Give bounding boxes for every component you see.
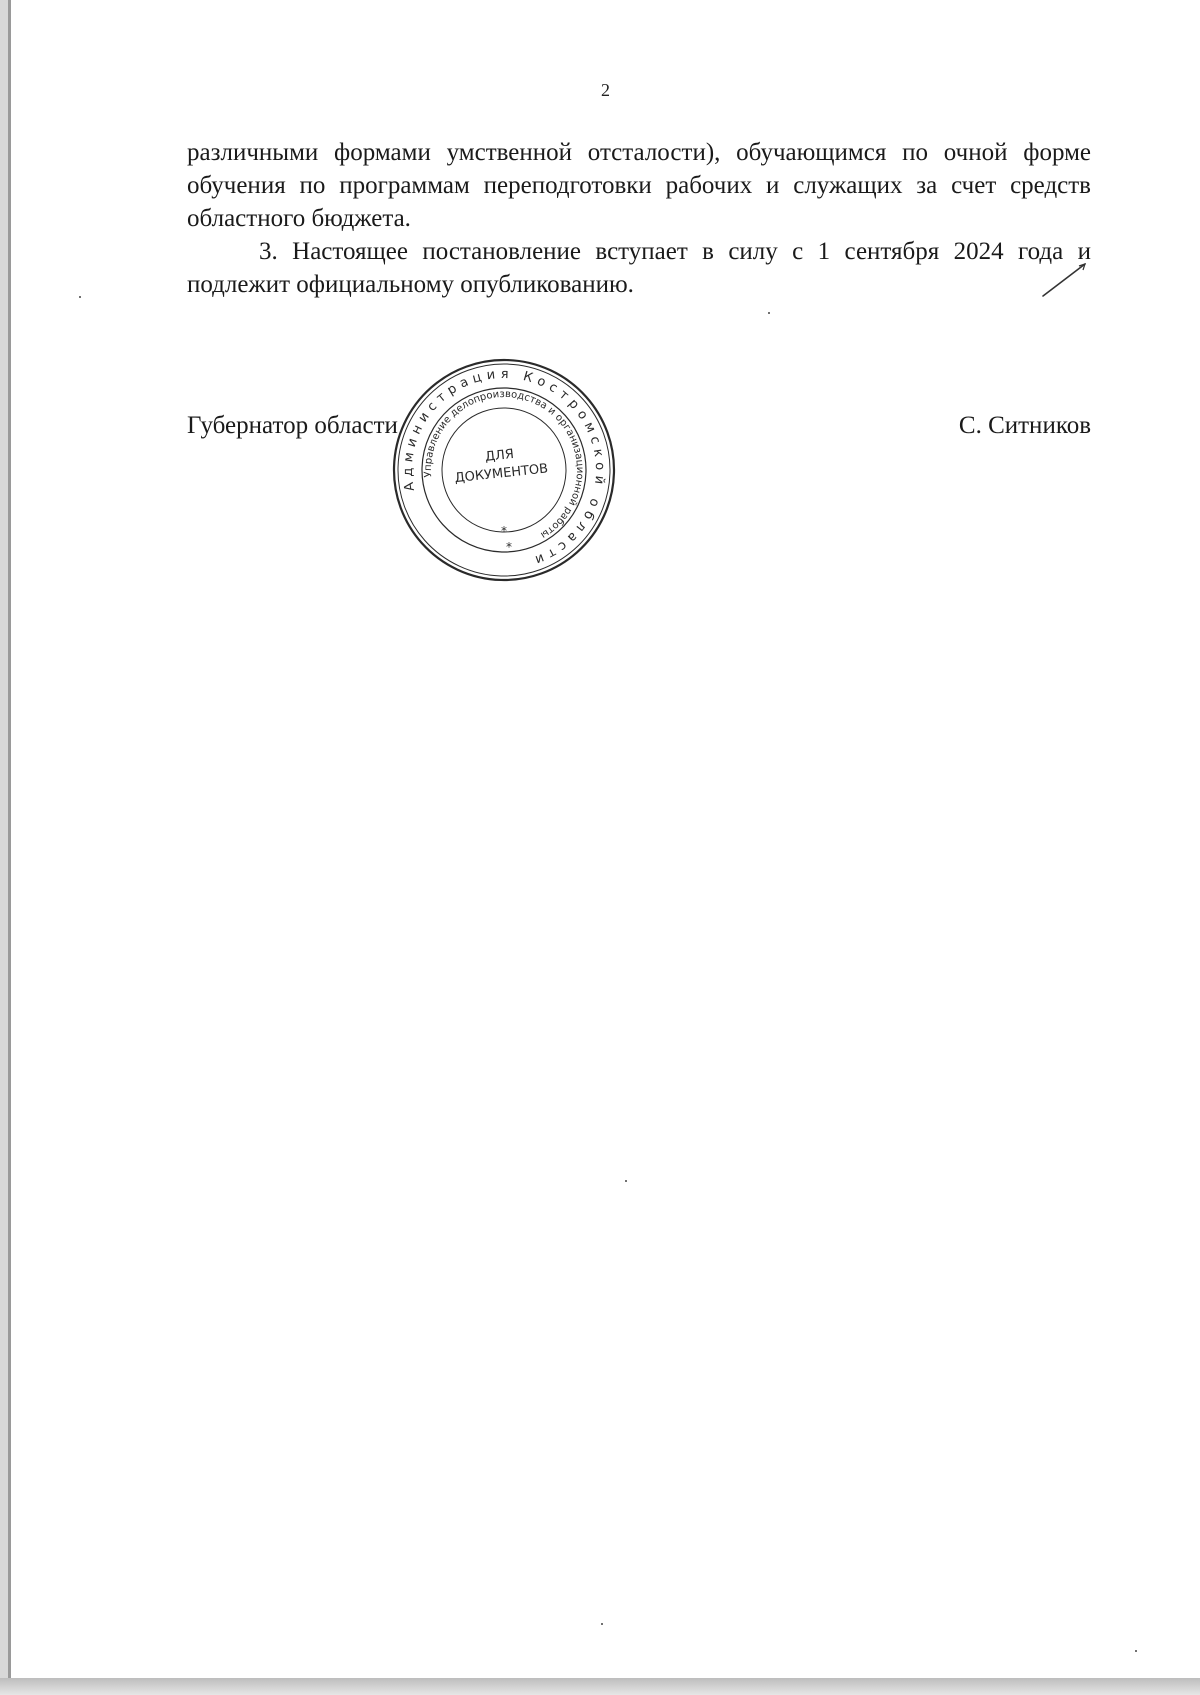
signer-name: С. Ситников xyxy=(958,412,1091,439)
paragraph-continuation: различными формами умственной отсталости), обучающимся по очной форме обучения по программам переподготовки рабочих и служащих за счет средств областного бюджета. xyxy=(187,139,1091,232)
stamp-outer-text: Администрация Костромской области xyxy=(400,366,608,569)
scan-speck xyxy=(601,1623,603,1625)
document-page xyxy=(8,0,1200,1678)
scan-speck xyxy=(625,1180,627,1182)
scan-bottom-edge xyxy=(0,1678,1200,1695)
official-seal-stamp xyxy=(389,355,619,585)
stamp-star-icon: * xyxy=(501,524,507,538)
scan-speck xyxy=(1135,1650,1137,1652)
signer-title: Губернатор области xyxy=(187,412,398,439)
stamp-inner-text: Управление делопроизводства и организационной работы xyxy=(422,388,586,541)
stamp-center-line-2: ДОКУМЕНТОВ xyxy=(453,461,549,487)
check-mark-icon xyxy=(1039,262,1089,298)
paragraph-effective-date: 3. Настоящее постановление вступает в силу с 1 сентября 2024 года и подлежит официальному опубликованию. xyxy=(187,238,1091,298)
scan-speck xyxy=(79,296,81,298)
scan-speck xyxy=(768,312,770,314)
body-text xyxy=(187,136,1091,301)
stamp-star-icon: * xyxy=(506,540,512,554)
stamp-center-line-1: ДЛЯ xyxy=(484,446,515,465)
page-number: 2 xyxy=(601,80,610,100)
